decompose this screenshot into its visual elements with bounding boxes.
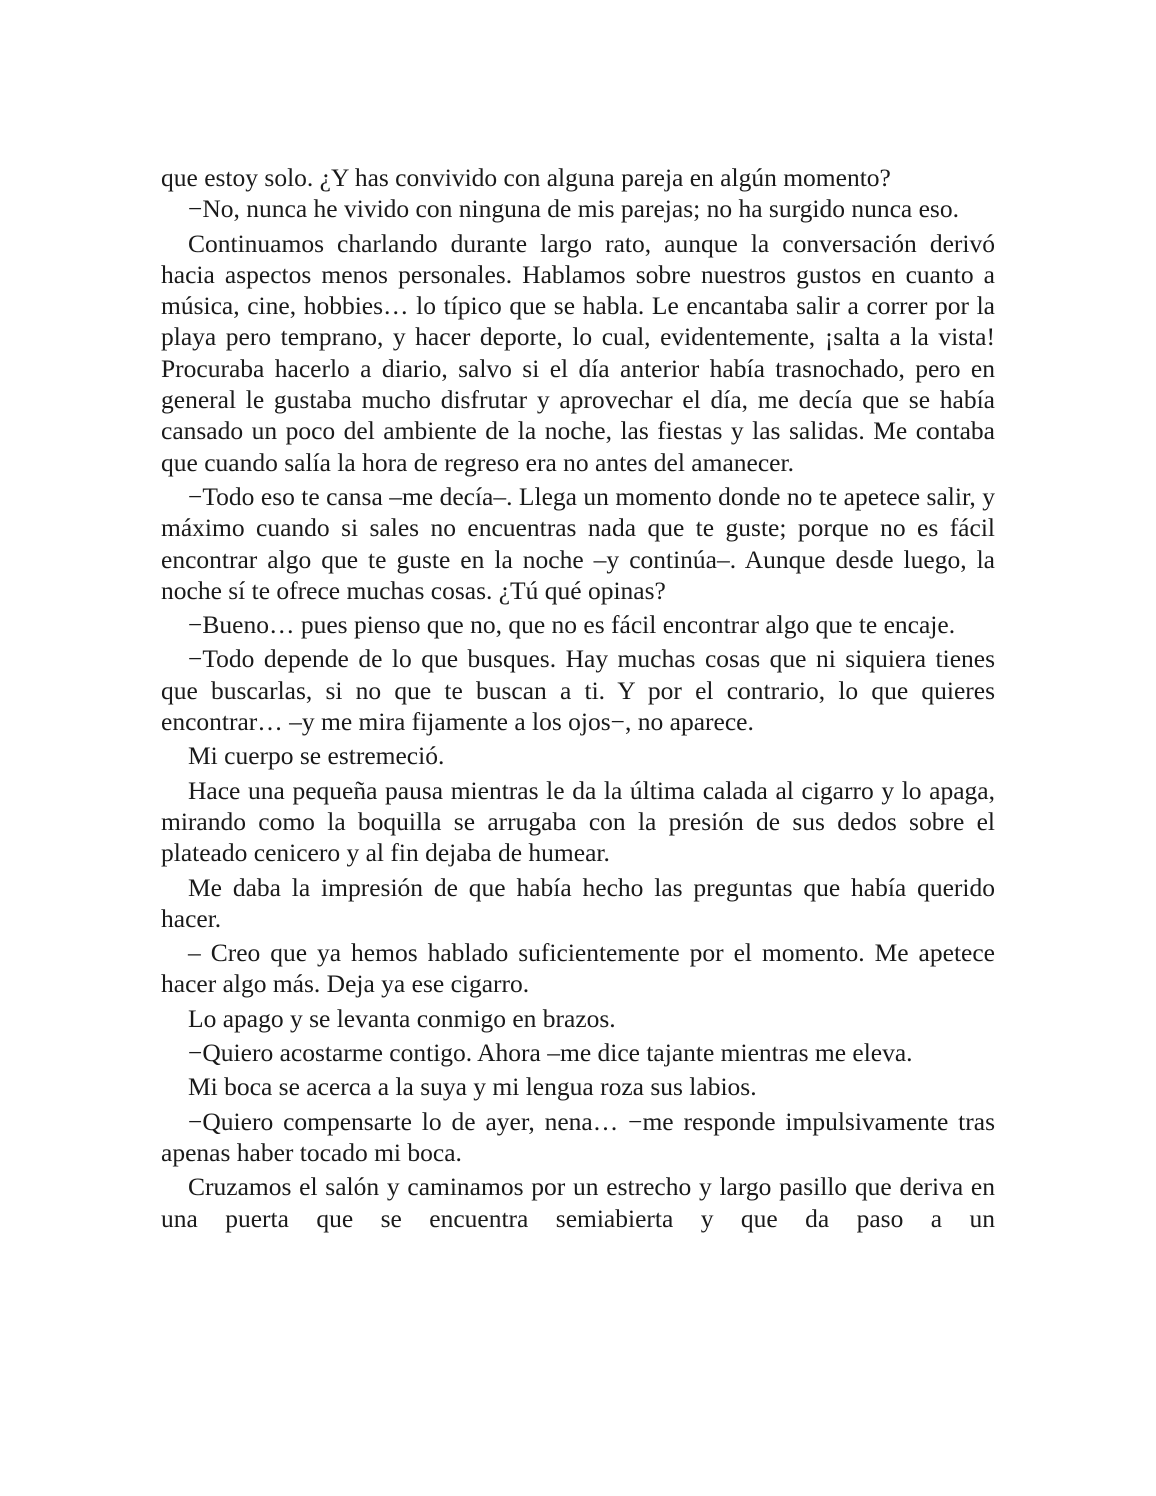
paragraph-14: −Quiero compensarte lo de ayer, nena… −me responde impulsivamente tras apenas haber tocado mi boca. [161, 1106, 995, 1167]
paragraph-7: Mi cuerpo se estremeció. [188, 741, 445, 771]
paragraph-4: −Todo eso te cansa –me decía–. Llega un momento donde no te apetece salir, y máximo cuando si sales no encuentras nada que te guste; porque no es fácil encontrar algo que te guste en la noche –y continúa–. Aunque desde luego, la noche sí te ofrece muchas cosas. ¿Tú qué opinas? [161, 481, 995, 605]
body-text [161, 162, 995, 1234]
paragraph-1: que estoy solo. ¿Y has convivido con alguna pareja en algún momento? [161, 163, 891, 192]
paragraph-11: Lo apago y se levanta conmigo en brazos. [188, 1003, 616, 1033]
paragraph-12: −Quiero acostarme contigo. Ahora –me dice tajante mientras me eleva. [188, 1038, 913, 1068]
paragraph-6: −Todo depende de lo que busques. Hay muchas cosas que ni siquiera tienes que buscarlas, si no que te buscan a ti. Y por el contrario, lo que quieres encontrar… –y me mira fijamente a los ojos−, no aparece. [161, 644, 995, 737]
paragraph-5: −Bueno… pues pienso que no, que no es fácil encontrar algo que te encaje. [188, 610, 956, 640]
paragraph-10: – Creo que ya hemos hablado suficientemente por el momento. Me apetece hacer algo más. Deja ya ese cigarro. [161, 938, 995, 999]
paragraph-9: Me daba la impresión de que había hecho las preguntas que había querido hacer. [161, 872, 995, 933]
paragraph-2: −No, nunca he vivido con ninguna de mis parejas; no ha surgido nunca eso. [188, 194, 959, 224]
paragraph-13: Mi boca se acerca a la suya y mi lengua roza sus labios. [188, 1072, 757, 1102]
paragraph-15: Cruzamos el salón y caminamos por un estrecho y largo pasillo que deriva en una puerta que se encuentra semiabierta y que da paso a un [161, 1172, 995, 1233]
paragraph-8: Hace una pequeña pausa mientras le da la última calada al cigarro y lo apaga, mirando como la boquilla se arrugaba con la presión de sus dedos sobre el plateado cenicero y al fin dejaba de humear. [161, 775, 995, 868]
paragraph-3: Continuamos charlando durante largo rato, aunque la conversación derivó hacia aspectos menos personales. Hablamos sobre nuestros gustos en cuanto a música, cine, hobbies… lo típico que se habla. Le encantaba salir a correr por la playa pero temprano, y hacer deporte, lo cual, evidentemente, ¡salta a la vista! Procuraba hacerlo a diario, salvo si el día anterior había trasnochado, pero en general le gustaba mucho disfrutar y aprovechar el día, me decía que se había cansado un poco del ambiente de la noche, las fiestas y las salidas. Me contaba que cuando salía la hora de regreso era no antes del amanecer. [161, 228, 995, 477]
